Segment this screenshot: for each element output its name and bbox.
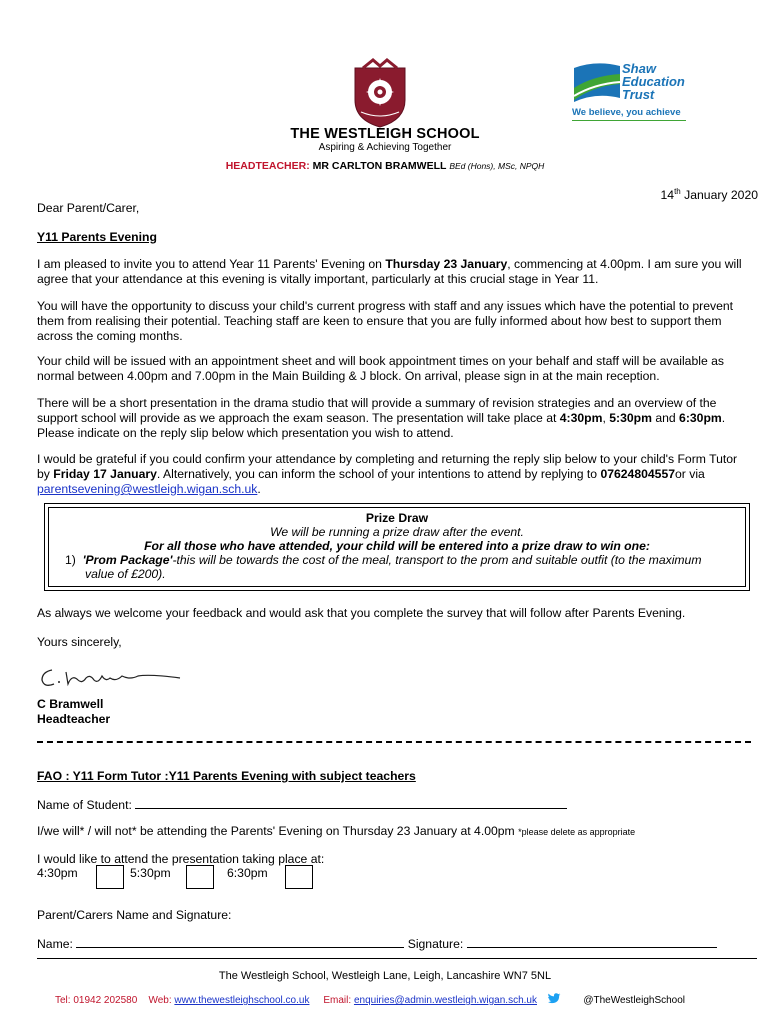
prize-item-cont: value of £200).: [85, 567, 166, 581]
sign-off: Yours sincerely,: [37, 635, 122, 649]
signature-heading: Parent/Carers Name and Signature:: [37, 908, 232, 922]
student-name-label: Name of Student:: [37, 798, 132, 812]
time-option-1-label: 4:30pm: [37, 866, 78, 880]
letter-date: 14th January 2020: [660, 187, 758, 203]
attendance-row: [37, 824, 749, 840]
shaw-education-trust-logo: [568, 62, 690, 122]
school-name: THE WESTLEIGH SCHOOL: [290, 126, 480, 142]
presentation-prompt: I would like to attend the presentation taking place at:: [37, 852, 325, 866]
signature-image: [38, 662, 188, 690]
parents-evening-email-link[interactable]: parentsevening@westleigh.wigan.sch.uk: [37, 482, 258, 496]
headteacher-name: MR CARLTON BRAMWELL: [312, 160, 447, 172]
email-link[interactable]: enquiries@admin.westleigh.wigan.sch.uk: [353, 995, 537, 1006]
footer-rule: [37, 958, 757, 959]
trust-underline: [572, 120, 686, 121]
footer-contacts: [55, 993, 755, 1006]
time-option-3-checkbox[interactable]: [285, 865, 313, 889]
letter-subject: Y11 Parents Evening: [37, 230, 157, 244]
headteacher-label: HEADTEACHER:: [225, 160, 310, 172]
signatory-title: Headteacher: [37, 712, 111, 726]
paragraph-appointments: Your child will be issued with an appointment sheet and will book appointment times on your behalf and staff will be available as normal between 4.00pm and 7.00pm in the Main Building & J block. On arrival, please sign in at the main reception.: [37, 354, 724, 383]
web-label: Web:: [148, 995, 172, 1006]
attendance-note: *please delete as appropriate: [518, 827, 636, 837]
cut-line: [37, 741, 751, 743]
prize-item: 1) 'Prom Package'-this will be towards the cost of the meal, transport to the prom and suitable outfit (to the maximum: [65, 553, 702, 567]
paragraph-reply: I would be grateful if you could confirm your attendance by completing and returning the reply slip below to your child's Form Tutor by Friday 17 January. Alternatively, you can inform the school of your intentions to attend by replying to 07624804557or via parentsevening@westleigh.wigan.sch.uk.: [37, 452, 738, 496]
parent-name-label: Name:: [37, 937, 73, 951]
trust-tagline: We believe, you achieve: [572, 107, 681, 118]
student-name-row: [37, 797, 749, 813]
tel-number: 01942 202580: [73, 995, 138, 1006]
parent-name-field[interactable]: [76, 936, 404, 948]
trust-name: Shaw Education Trust: [622, 61, 685, 102]
twitter-handle[interactable]: @TheWestleighSchool: [583, 995, 686, 1006]
prize-title: Prize Draw: [365, 511, 429, 525]
feedback-paragraph: As always we welcome your feedback and would ask that you complete the survey that will follow after Parents Evening.: [37, 606, 686, 620]
time-option-2-checkbox[interactable]: [186, 865, 214, 889]
reply-slip-heading: FAO : Y11 Form Tutor :Y11 Parents Evening with subject teachers: [37, 769, 416, 783]
paragraph-invitation: I am pleased to invite you to attend Year 11 Parents' Evening on Thursday 23 January, commencing at 4.00pm. I am sure you will agree that your attendance at this evening is vitally important, particularly at this crucial stage in Year 11.: [37, 257, 742, 286]
tel-label: Tel:: [55, 995, 71, 1006]
signature-field[interactable]: [467, 936, 717, 948]
email-label: Email:: [323, 995, 352, 1006]
time-option-3-label: 6:30pm: [227, 866, 268, 880]
salutation: Dear Parent/Carer,: [37, 201, 140, 215]
prize-line1: We will be running a prize draw after the event.: [270, 525, 524, 539]
paragraph-progress: You will have the opportunity to discuss your child's current progress with staff and any issues which have the potential to prevent them from realising their potential. Teaching staff are keen to ensure that you are fully informed about how best to support them across the coming months.: [37, 299, 734, 343]
prize-draw-box: [44, 503, 750, 591]
student-name-field[interactable]: [135, 797, 567, 809]
school-motto: Aspiring & Achieving Together: [318, 142, 452, 153]
name-signature-row: [37, 936, 749, 952]
school-crest-logo: [349, 58, 411, 128]
paragraph-presentation: There will be a short presentation in the drama studio that will provide a summary of revision strategies and an overview of the support school will provide as we approach the exam season. The presentation will take place at 4:30pm, 5:30pm and 6:30pm. Please indicate on the reply slip below which presentation you wish to attend.: [37, 396, 726, 440]
website-link[interactable]: www.thewestleighschool.co.uk: [174, 995, 310, 1006]
signature-label: Signature:: [407, 937, 464, 951]
prize-line2: For all those who have attended, your child will be entered into a prize draw to win one:: [144, 539, 650, 553]
footer-address: The Westleigh School, Westleigh Lane, Leigh, Lancashire WN7 5NL: [218, 970, 552, 982]
trust-emblem-icon: [570, 62, 622, 104]
signatory-name: C Bramwell: [37, 697, 104, 711]
twitter-bird-icon[interactable]: [548, 993, 561, 1004]
headteacher-qualifications: BEd (Hons), MSc, NPQH: [449, 161, 545, 171]
time-option-1-checkbox[interactable]: [96, 865, 124, 889]
headteacher-line: [0, 160, 770, 172]
time-option-2-label: 5:30pm: [130, 866, 171, 880]
attendance-text: I/we will* / will not* be attending the Parents' Evening on Thursday 23 January at 4.00pm: [37, 824, 515, 838]
